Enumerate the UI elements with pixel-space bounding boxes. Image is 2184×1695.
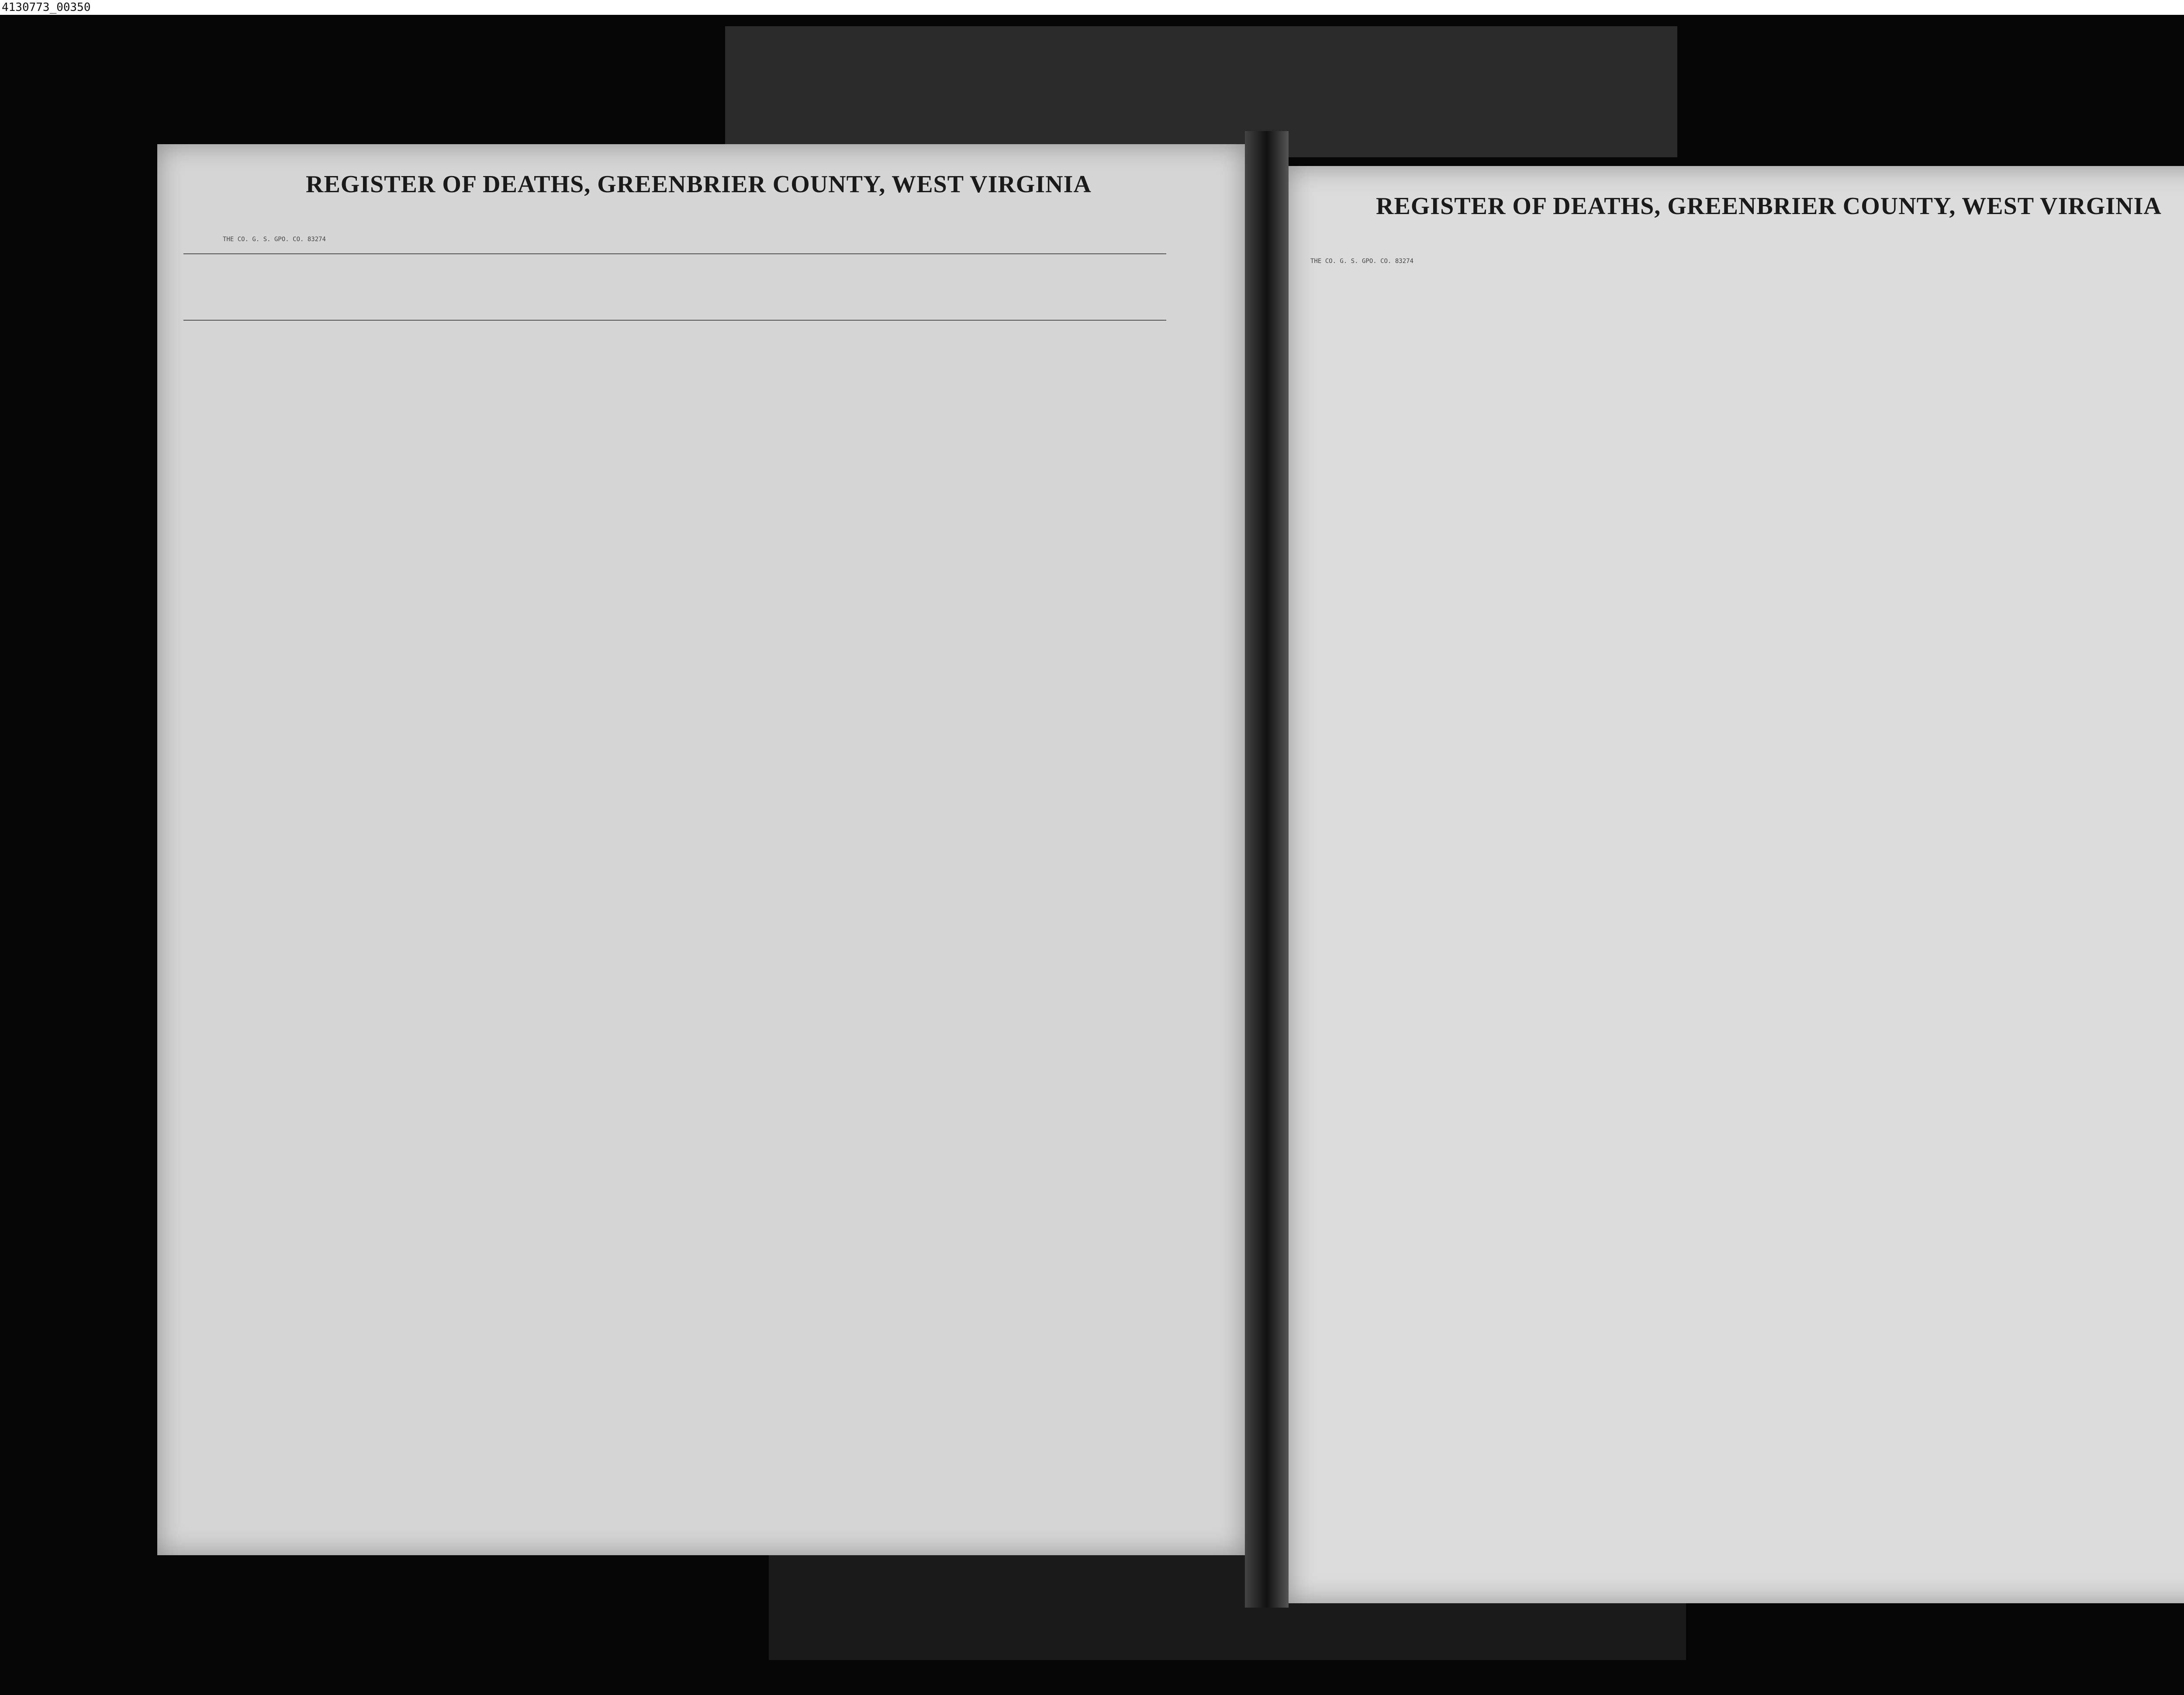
page-title: REGISTER OF DEATHS, GREENBRIER COUNTY, WEST VIRGINIA <box>1376 193 2162 220</box>
form-number: THE CO. G. S. GPO. CO. 83274 <box>223 236 326 243</box>
column-header-row <box>183 253 1166 321</box>
left-index-tabs <box>26 166 157 1258</box>
book-gutter <box>1245 131 1289 1608</box>
book-holder-top <box>725 26 1677 157</box>
right-register-page <box>1289 166 2184 1603</box>
image-id-label: 4130773_00350 <box>2 1 91 14</box>
left-register-page <box>157 144 1245 1555</box>
page-title: REGISTER OF DEATHS, GREENBRIER COUNTY, WEST VIRGINIA <box>306 171 1092 198</box>
form-number: THE CO. G. S. GPO. CO. 83274 <box>1310 258 1414 265</box>
